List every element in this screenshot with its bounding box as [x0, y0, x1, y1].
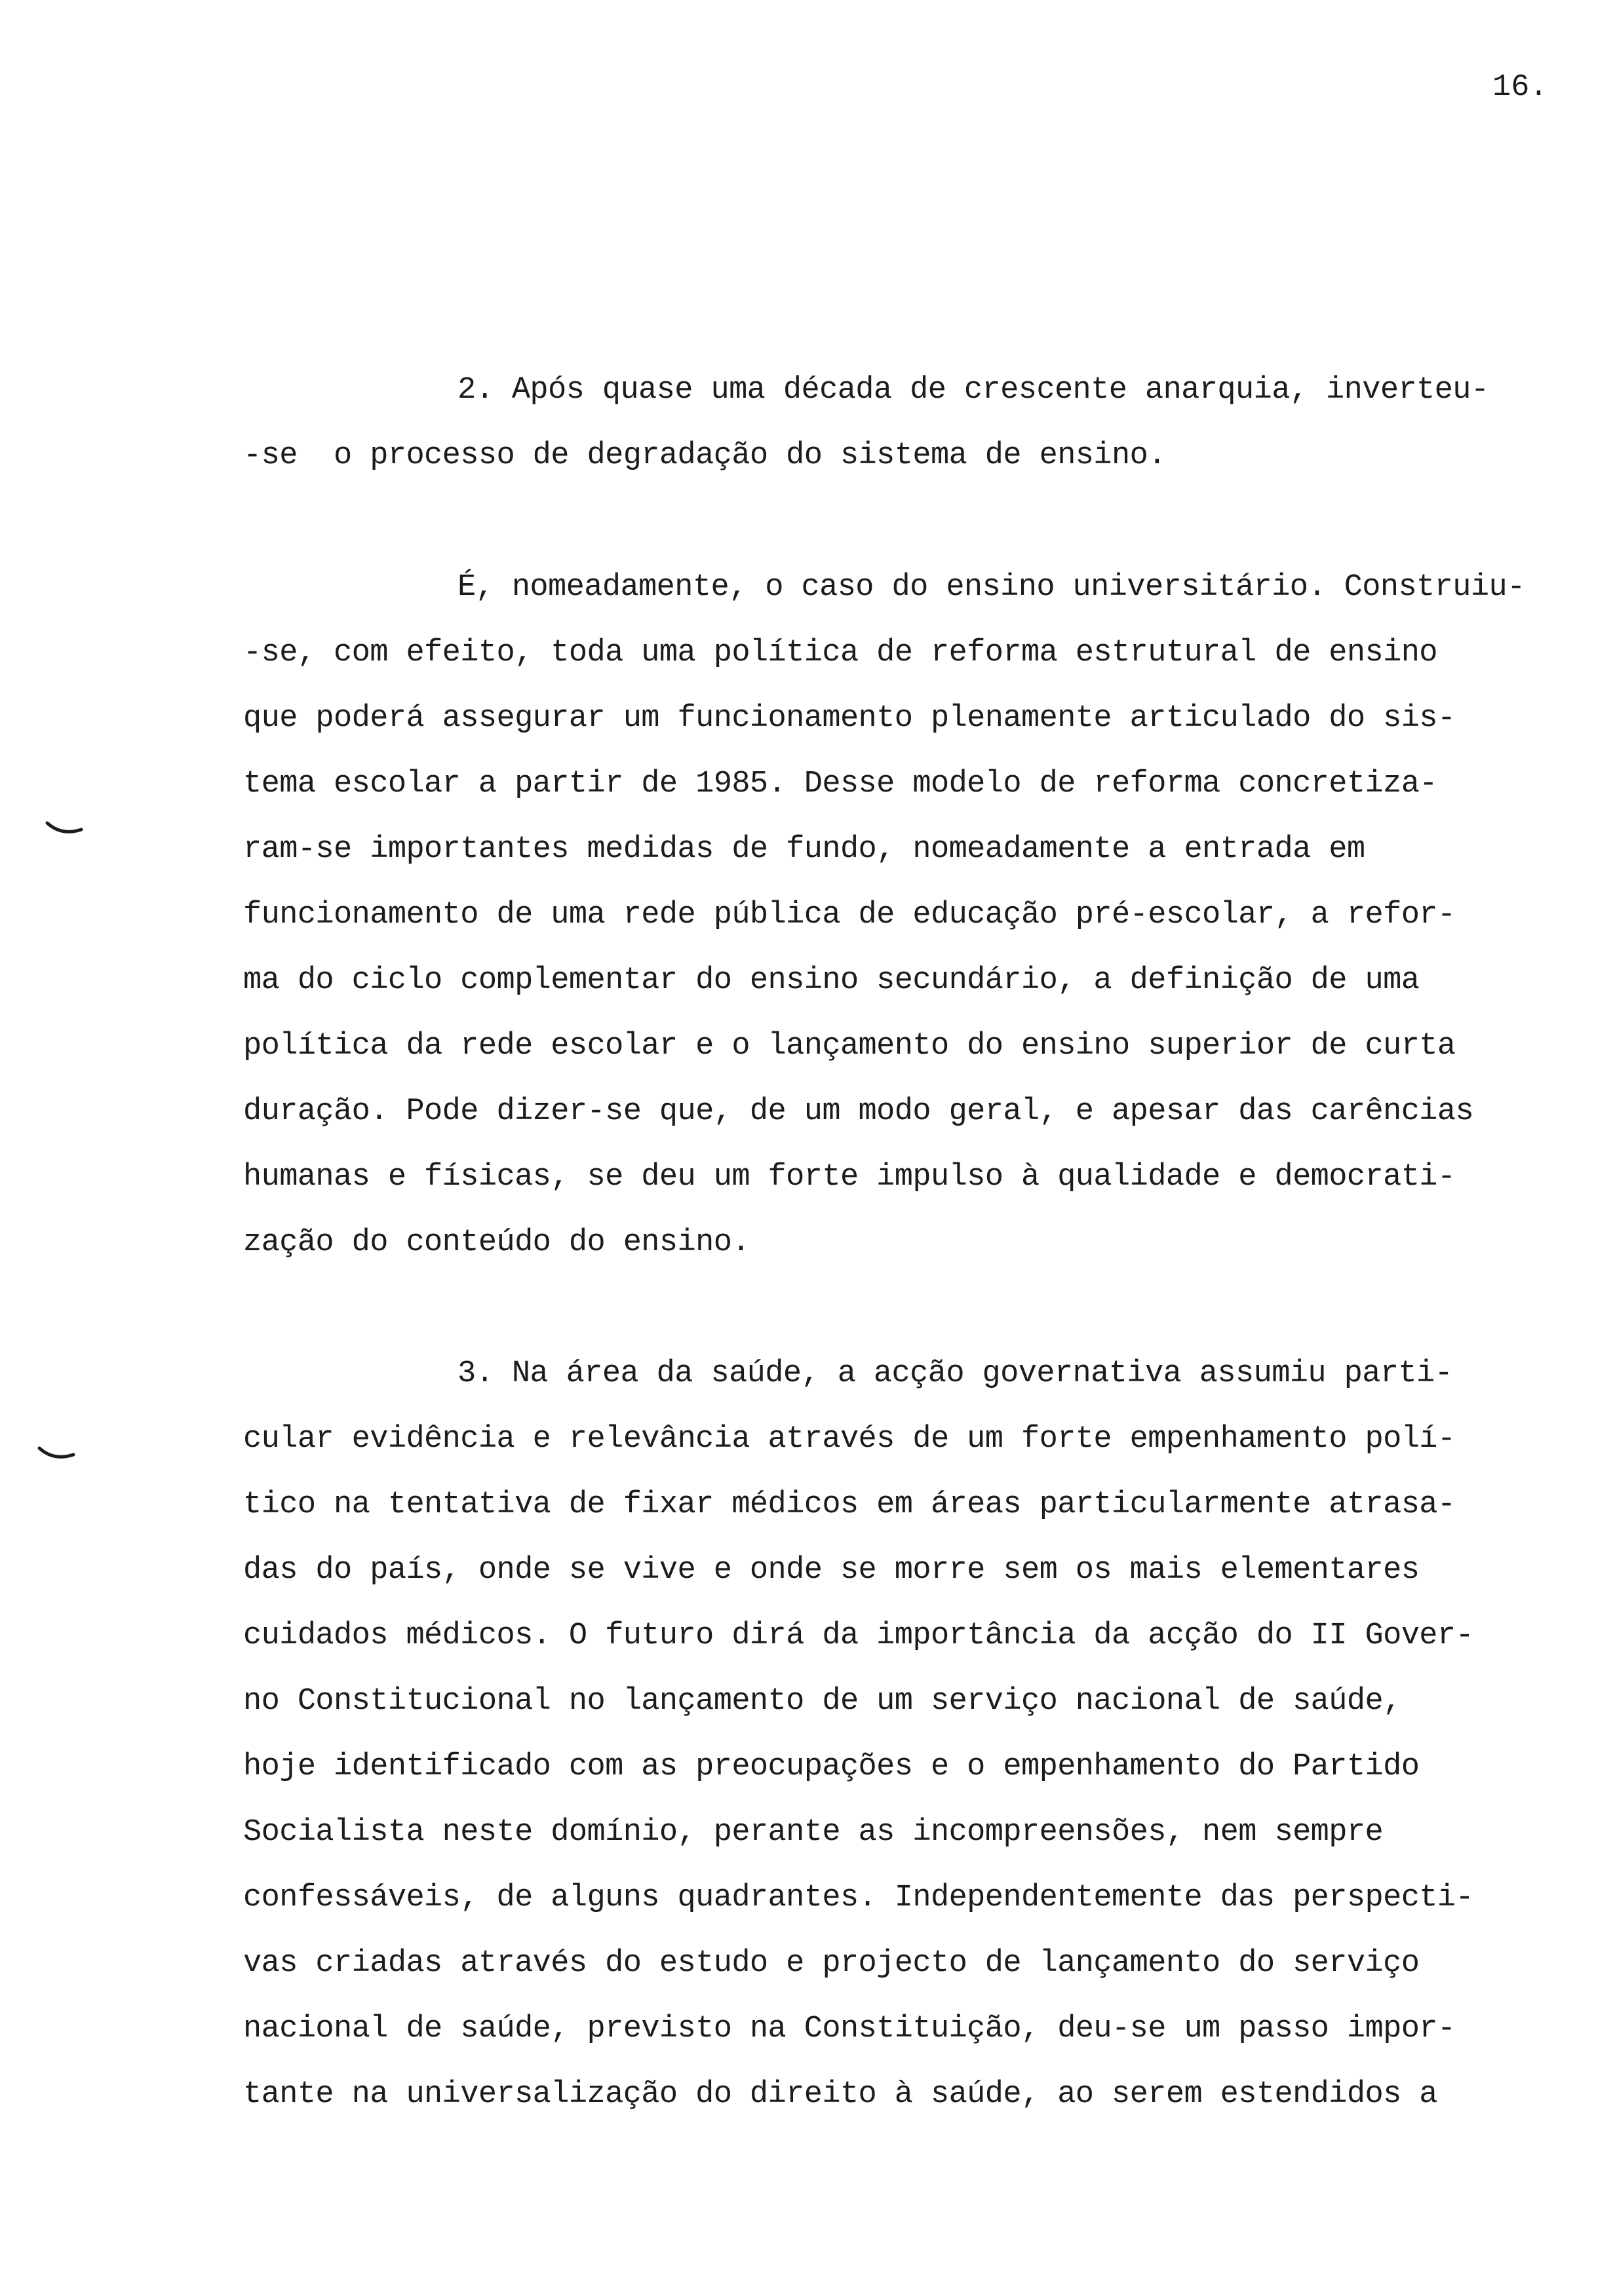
text-line: 2. Após quase uma década de crescente anarquia, inverteu-	[457, 373, 1489, 408]
text-line: -se o processo de degradação do sistema de ensino.	[243, 438, 1166, 473]
text-line: tico na tentativa de fixar médicos em áreas particularmente atrasa-	[243, 1487, 1456, 1522]
text-line: política da rede escolar e o lançamento do ensino superior de curta	[243, 1029, 1456, 1063]
text-line: -se, com efeito, toda uma política de reforma estrutural de ensino	[243, 636, 1437, 670]
text-line: que poderá assegurar um funcionamento plenamente articulado do sis-	[243, 701, 1456, 736]
margin-mark	[45, 820, 84, 836]
text-line: tante na universalização do direito à saúde, ao serem estendidos a	[243, 2077, 1437, 2112]
text-line: Socialista neste domínio, perante as incompreensões, nem sempre	[243, 1815, 1384, 1850]
page-number: 16.	[1492, 70, 1548, 105]
text-line: hoje identificado com as preocupações e o empenhamento do Partido	[243, 1750, 1420, 1784]
text-line: no Constitucional no lançamento de um serviço nacional de saúde,	[243, 1684, 1401, 1719]
text-line: humanas e físicas, se deu um forte impulso à qualidade e democrati-	[243, 1160, 1456, 1195]
text-line: ma do ciclo complementar do ensino secundário, a definição de uma	[243, 963, 1420, 998]
text-line: confessáveis, de alguns quadrantes. Independentemente das perspecti-	[243, 1881, 1474, 1915]
text-line: tema escolar a partir de 1985. Desse modelo de reforma concretiza-	[243, 767, 1437, 801]
text-line: duração. Pode dizer-se que, de um modo geral, e apesar das carências	[243, 1094, 1474, 1129]
text-line: das do país, onde se vive e onde se morre sem os mais elementares	[243, 1553, 1420, 1588]
text-line: ram-se importantes medidas de fundo, nomeadamente a entrada em	[243, 832, 1365, 867]
text-line: 3. Na área da saúde, a acção governativa assumiu parti-	[457, 1356, 1453, 1391]
text-line: É, nomeadamente, o caso do ensino universitário. Construiu-	[457, 570, 1525, 605]
text-line: funcionamento de uma rede pública de educação pré-escolar, a refor-	[243, 898, 1456, 932]
margin-mark	[37, 1445, 76, 1461]
text-line: zação do conteúdo do ensino.	[243, 1225, 750, 1260]
text-line: cuidados médicos. O futuro dirá da importância da acção do II Gover-	[243, 1618, 1474, 1653]
text-line: nacional de saúde, previsto na Constituição, deu-se um passo impor-	[243, 2012, 1456, 2046]
text-line: vas criadas através do estudo e projecto de lançamento do serviço	[243, 1946, 1420, 1981]
text-line: cular evidência e relevância através de um forte empenhamento polí-	[243, 1422, 1456, 1457]
